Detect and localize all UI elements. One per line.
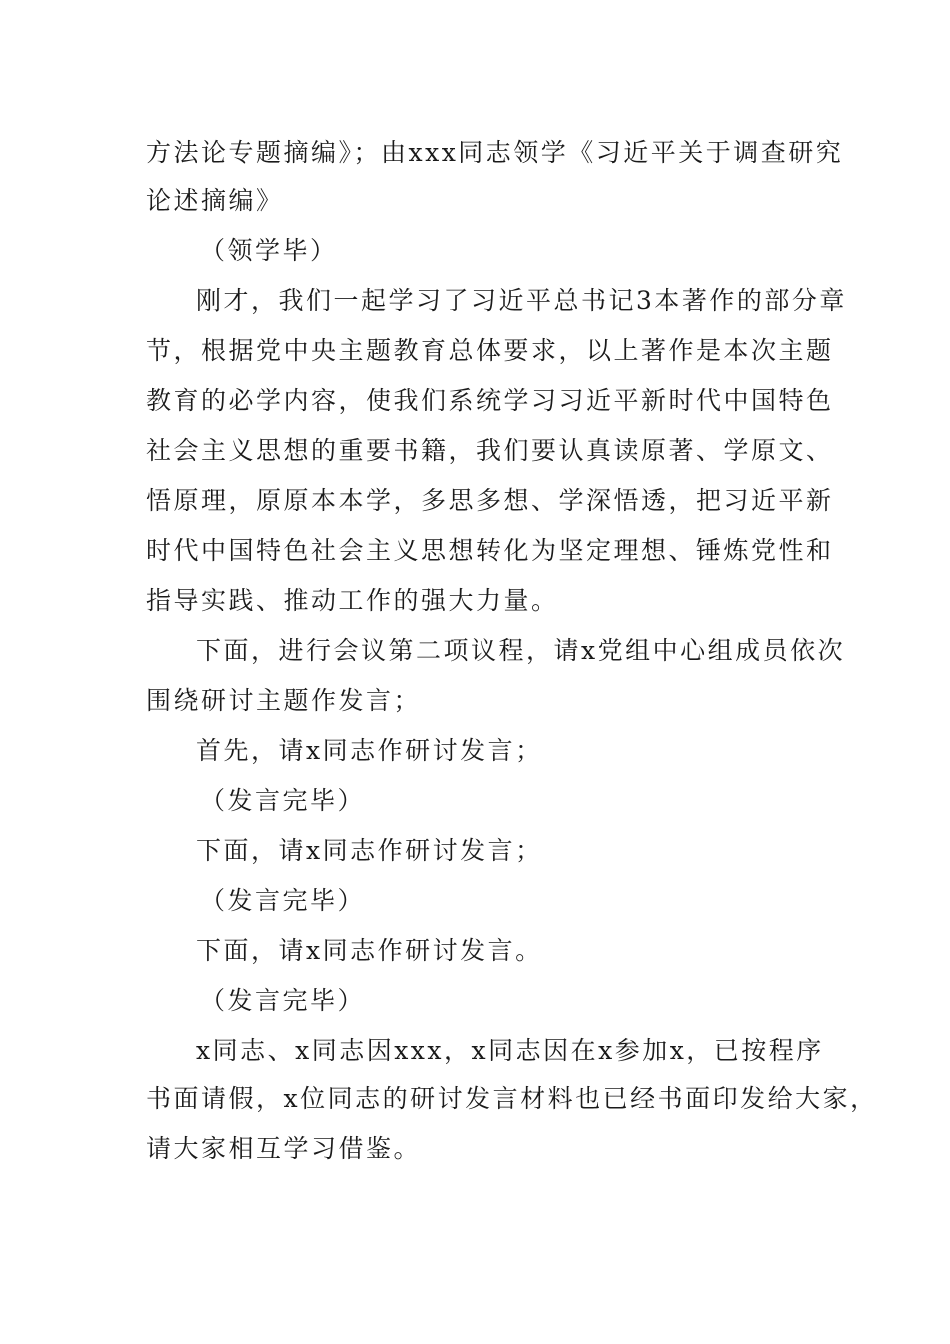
text-line-9: 时代中国特色社会主义思想转化为坚定理想、锤炼党性和 — [146, 536, 834, 565]
text-line-16: （发言完毕） — [200, 886, 366, 915]
text-line-14: （发言完毕） — [200, 786, 366, 815]
text-line-19: x同志、x同志因xxx，x同志因在x参加x，已按程序 — [196, 1036, 824, 1065]
text-line-21: 请大家相互学习借鉴。 — [146, 1134, 422, 1163]
text-line-20: 书面请假，x位同志的研讨发言材料也已经书面印发给大家， — [146, 1084, 878, 1113]
text-line-15: 下面，请x同志作研讨发言； — [196, 836, 543, 865]
text-line-4: 刚才，我们一起学习了习近平总书记3本著作的部分章 — [196, 286, 847, 315]
text-line-18: （发言完毕） — [200, 986, 366, 1015]
text-line-13: 首先，请x同志作研讨发言； — [196, 736, 543, 765]
text-line-10: 指导实践、推动工作的强大力量。 — [146, 586, 559, 615]
text-line-2: 论述摘编》 — [146, 186, 284, 215]
text-line-1: 方法论专题摘编》；由xxx同志领学《习近平关于调查研究 — [146, 138, 844, 167]
text-line-12: 围绕研讨主题作发言； — [146, 686, 422, 715]
text-line-11: 下面，进行会议第二项议程，请x党组中心组成员依次 — [196, 636, 846, 665]
text-line-5: 节，根据党中央主题教育总体要求，以上著作是本次主题 — [146, 336, 834, 365]
text-line-7: 社会主义思想的重要书籍，我们要认真读原著、学原文、 — [146, 436, 834, 465]
text-line-6: 教育的必学内容，使我们系统学习习近平新时代中国特色 — [146, 386, 834, 415]
text-line-17: 下面，请x同志作研讨发言。 — [196, 936, 543, 965]
text-line-8: 悟原理，原原本本学，多思多想、学深悟透，把习近平新 — [146, 486, 834, 515]
text-line-3: （领学毕） — [200, 236, 338, 265]
